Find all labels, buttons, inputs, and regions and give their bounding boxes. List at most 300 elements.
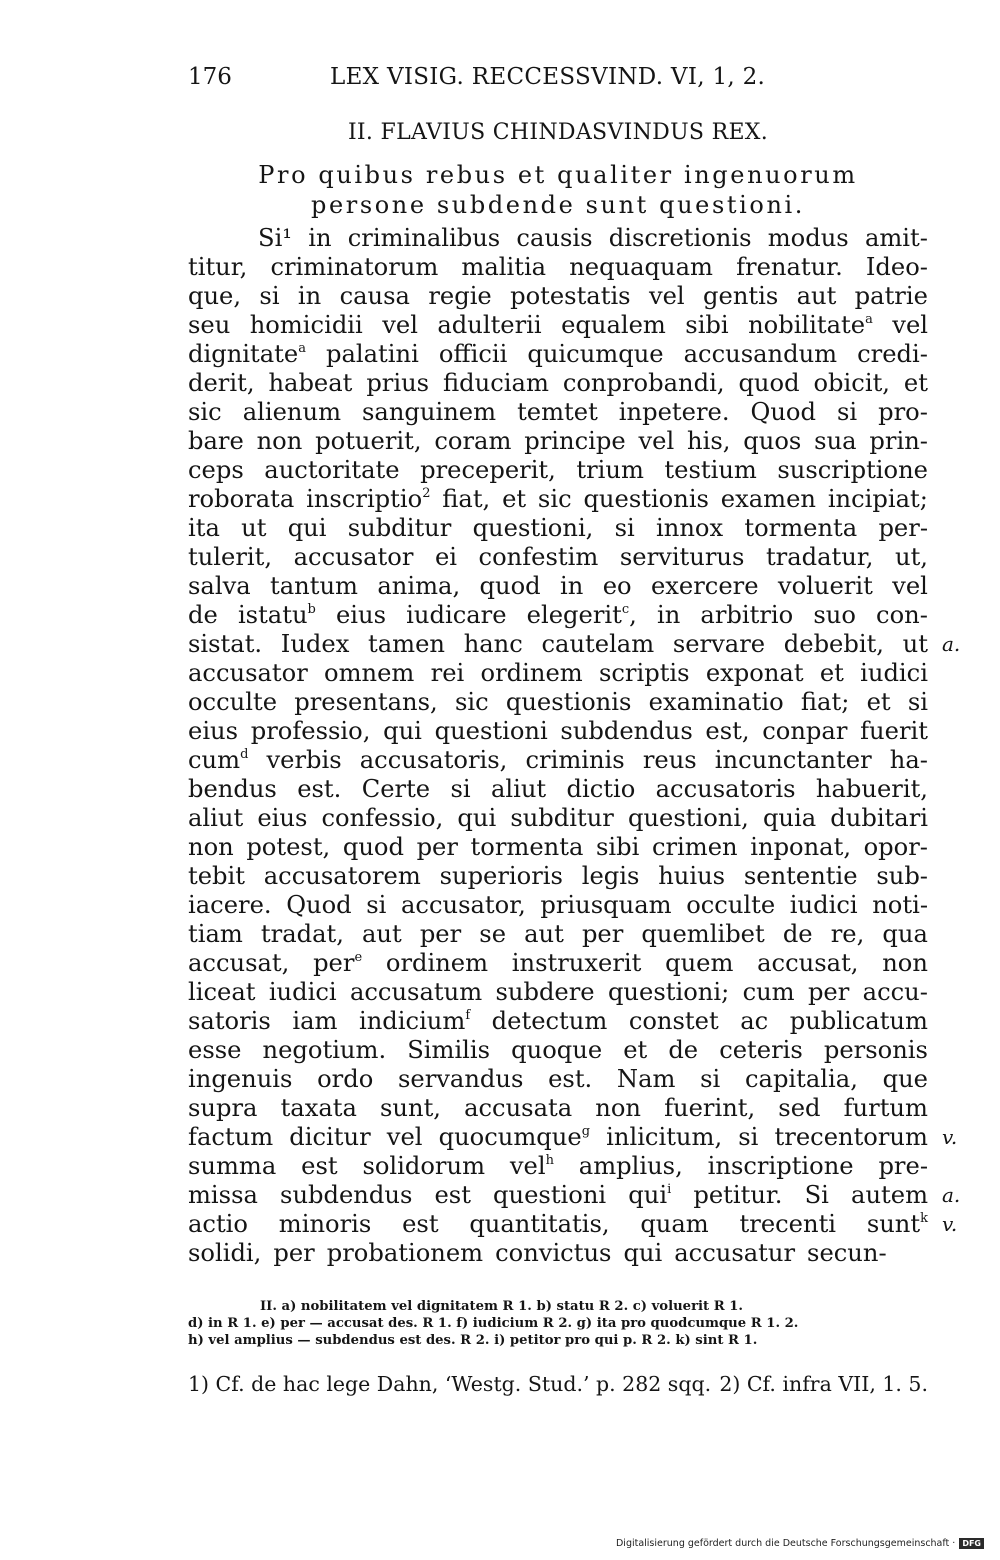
word: questioni, [472,514,594,542]
word: iudicare [406,601,507,629]
word: suscriptione [777,456,928,484]
word: accusandum [683,340,838,368]
note-reference: h [545,1152,554,1168]
word: conpar [762,717,848,745]
word: dignitate$^a$ [188,340,306,368]
word: Ideo- [865,253,928,281]
word: criminis [525,746,625,774]
word: esse [188,1036,242,1064]
word: fuerint, [664,1094,756,1122]
word: subditur [510,804,614,832]
word: per [416,833,458,861]
word: accusatoris [655,775,796,803]
text-line [188,1210,928,1239]
word: dicitur [289,1123,371,1151]
word: servandus [397,1065,524,1093]
note-reference: a [865,311,873,327]
word: aut [362,920,402,948]
word: anima, [377,572,461,600]
word: constet [628,1007,719,1035]
word: prius [366,369,430,397]
word: priusquam [540,891,672,919]
word: fiat, [442,485,491,513]
word: questioni [434,717,548,745]
text-line [188,659,928,688]
word: solidorum [362,1152,486,1180]
word: seu [188,311,231,339]
word: vel [892,572,928,600]
word: ceps [188,456,244,484]
word: ha- [889,746,928,774]
word: solidi, [188,1239,262,1267]
word: huius [658,862,726,890]
word: de [668,1036,699,1064]
word: vel [648,282,685,310]
word: equalem [561,311,666,339]
word: amplius, [578,1152,683,1180]
word: est, [705,717,750,745]
word: sanguinem [362,398,497,426]
word: aliut [490,775,547,803]
word: voluerit [777,572,873,600]
word: coram [434,427,512,455]
word: quicumque [527,340,664,368]
note-reference: e [354,949,363,965]
word: per [807,978,850,1006]
text-line [188,1123,928,1152]
word: negotium. [262,1036,387,1064]
word: secun- [807,1239,887,1267]
text-line [188,514,928,543]
word: incunctanter [714,746,872,774]
text-line [188,949,928,978]
word: actio [188,1210,248,1238]
text-line [188,456,928,485]
word: istatu$^b$ [237,601,316,629]
word: in [656,601,681,629]
word: obicit, [813,369,890,397]
note-reference: 2 [422,485,431,501]
word: tradat, [260,920,344,948]
word: sic [188,398,222,426]
word: iudici [860,659,928,687]
word: per [273,1239,315,1267]
word: vel [638,427,675,455]
word: publicatum [789,1007,928,1035]
word: et [819,659,844,687]
word: accusatum [349,978,483,1006]
text-line [188,833,928,862]
word: eius [188,717,239,745]
word: qui$^i$ [628,1181,672,1209]
word: iudici [268,978,337,1006]
word: conprobandi, [562,369,725,397]
margin-note: a. [942,632,961,656]
word: suo [813,601,856,629]
word: si [450,775,471,803]
word: minoris [278,1210,372,1238]
apparatus-line: II. a) nobilitatem vel dignitatem R 1. b) statu R 2. c) voluerit R 1. [260,1299,744,1314]
word: pro- [878,398,928,426]
margin-note: a. [942,1183,961,1207]
word: aut [524,920,564,948]
word: habuerit, [815,775,928,803]
rubric [188,160,928,220]
word: prin- [869,427,928,455]
word: testium [664,456,757,484]
word: de [782,920,813,948]
word: subdere [495,978,595,1006]
word: ut [902,630,928,658]
word: modus [767,224,849,252]
word: est [402,1210,439,1238]
text-line [188,746,928,775]
critical-apparatus [188,1298,928,1349]
word: innox [656,514,724,542]
word: tamen [368,630,446,658]
word: omnem [324,659,415,687]
word: sunt, [380,1094,441,1122]
word: quod [479,572,541,600]
word: quam [640,1210,709,1238]
word: et [502,485,527,513]
word: per- [878,514,928,542]
text-line [188,398,928,427]
word: indicium$^f$ [358,1007,471,1035]
word: causa [339,282,410,310]
word: in [297,282,322,310]
word: ac [740,1007,769,1035]
word: summa [188,1152,277,1180]
word: occulte [686,891,776,919]
word: questioni [493,1181,607,1209]
word: salva [188,572,251,600]
word: satoris [188,1007,271,1035]
word: accusator [293,543,414,571]
word: roborata [188,485,295,513]
word: Similis [407,1036,491,1064]
word: qua [882,920,928,948]
word: est. [297,775,342,803]
word: causis [516,224,593,252]
word: questioni; [607,978,730,1006]
word: que [882,1065,928,1093]
text-line [188,1065,928,1094]
word: servare [672,630,766,658]
word: tormenta [744,514,858,542]
word: per [581,920,624,948]
word: examen [720,485,816,513]
word: sistat. [188,630,263,658]
apparatus-line: d) in R 1. e) per — accusat des. R 1. f) iudicium R 2. g) ita pro quodcumque R 1. 2. [188,1316,799,1331]
word: occulte [188,688,278,716]
text-line [188,920,928,949]
word: iacere. [188,891,272,919]
word: sed [778,1094,821,1122]
word: trium [576,456,644,484]
word: regie [428,282,492,310]
word: hanc [463,630,523,658]
word: sua [814,427,857,455]
word: presentans, [294,688,438,716]
word: per$^e$ [313,949,363,977]
word: non [882,949,928,977]
text-line [188,427,928,456]
word: quoque [511,1036,603,1064]
word: ordinem [480,659,583,687]
word: ut, [895,543,928,571]
word: elegerit$^c$, [526,601,637,629]
word: ut [241,514,267,542]
word: de [188,601,218,629]
word: vel [382,311,418,339]
word: tebit [188,862,245,890]
word: vel$^h$ [509,1152,554,1180]
word: inponat, [750,833,852,861]
word: derit, [188,369,255,397]
word: palatini [325,340,419,368]
word: scriptis [598,659,690,687]
note-reference: i [667,1181,672,1197]
word: Nam [616,1065,676,1093]
word: credi- [857,340,928,368]
word: tulerit, [188,543,273,571]
word: cum [742,978,795,1006]
word: Iudex [280,630,350,658]
word: est. [548,1065,593,1093]
word: non [595,1094,641,1122]
word: instruxerit [511,949,642,977]
word: legis [581,862,640,890]
word: patrie [854,282,928,310]
footnote-2: 2) Cf. infra VII, 1. 5. [719,1372,928,1396]
word: inscriptione [707,1152,854,1180]
word: questionis [583,485,709,513]
word: exercere [650,572,759,600]
word: sub- [876,862,928,890]
note-reference: d [240,746,249,762]
word: si [907,688,928,716]
word: accusator [188,659,308,687]
word: rei [430,659,465,687]
word: questioni, [628,804,749,832]
word: titur, [188,253,248,281]
word: fiduciam [443,369,549,397]
word: opor- [863,833,928,861]
word: se [479,920,507,948]
word: que, [188,282,242,310]
word: autem [851,1181,928,1209]
word: ordo [317,1065,374,1093]
page-header [188,64,928,96]
text-line [188,485,928,514]
text-line [188,688,928,717]
word: cum$^d$ [188,746,249,774]
word: qui [457,804,497,832]
word: factum [188,1123,274,1151]
word: et [623,1036,648,1064]
word: accusat, [757,949,859,977]
word: criminatorum [270,253,439,281]
word: quemlibet [641,920,765,948]
word: personis [823,1036,928,1064]
word: exponat [705,659,804,687]
text-line [188,340,928,369]
word: questionis [505,688,632,716]
word: homicidii [249,311,363,339]
funding-text: Digitalisierung gefördert durch die Deutsche Forschungsgemeinschaft · [615,1538,956,1549]
text-line [188,572,928,601]
word: missa [188,1181,258,1209]
word: sententie [743,862,858,890]
word: discretionis [608,224,752,252]
word: sunt$^k$ [866,1210,928,1238]
text-line [188,1094,928,1123]
word: vel [386,1123,423,1151]
margin-note: v. [942,1125,958,1149]
word: debebit, [783,630,884,658]
word: quantitatis, [469,1210,610,1238]
word: qui [623,1239,663,1267]
word: accusata [464,1094,573,1122]
word: non [256,427,303,455]
word: aut [796,282,837,310]
note-reference: a [298,340,306,356]
word: ei [434,543,457,571]
word: confestim [478,543,599,571]
word: nequaquam [569,253,713,281]
text-line [188,253,928,282]
word: officii [438,340,508,368]
word: subditur [347,514,452,542]
word: Quod [750,398,816,426]
text-line [188,804,928,833]
rubric-line: Pro quibus rebus et qualiter ingenuorum [258,161,858,189]
note-reference: k [920,1210,928,1226]
text-line [188,1181,928,1210]
word: et [903,369,928,397]
text-line [188,775,928,804]
word: examinatio [648,688,784,716]
text-line [188,369,928,398]
word: tormenta [470,833,584,861]
word: noti- [872,891,928,919]
word: in [308,224,332,252]
word: temtet [517,398,598,426]
text-line [188,717,928,746]
footnote-1: 1) Cf. de hac lege Dahn, ‘Westg. Stud.’ p. 282 sqq. [188,1372,712,1396]
word: subdendus [560,717,693,745]
word: alienum [242,398,342,426]
word: arbitrio [700,601,794,629]
word: aliut [188,804,244,832]
word: malitia [461,253,547,281]
word: accusatur [674,1239,796,1267]
word: bendus [188,775,277,803]
word: si [738,1123,759,1151]
word: capitalia, [744,1065,858,1093]
word: potest, [246,833,331,861]
word: eius [335,601,387,629]
word: tantum [270,572,358,600]
word: per [419,920,462,948]
word: quia [762,804,817,832]
word: subdendus [280,1181,413,1209]
word: iudici [789,891,858,919]
word: fuerit [860,717,928,745]
word: dubitari [830,804,928,832]
word: detectum [491,1007,608,1035]
word: quem [665,949,734,977]
word: accu- [862,978,928,1006]
word: sibi [595,833,640,861]
word: confessio, [321,804,444,832]
section-heading: II. FLAVIUS CHINDASVINDUS REX. [347,120,769,145]
word: habeat [268,369,353,397]
word: ordinem [385,949,489,977]
word: petitur. [693,1181,783,1209]
text-line [188,282,928,311]
word: Quod [286,891,352,919]
word: con- [876,601,928,629]
word: potuerit, [315,427,422,455]
word: inscriptio$^2$ [306,485,431,513]
word: et [866,688,891,716]
note-reference: f [465,1007,471,1023]
word: superioris [439,862,563,890]
page-number: 176 [188,64,232,90]
word: bare [188,427,244,455]
word: principe [524,427,626,455]
word: accusat, [188,949,290,977]
word: ita [188,514,220,542]
word: furtum [843,1094,928,1122]
word: trecenti [739,1210,837,1238]
apparatus-line: h) vel amplius — subdendus est des. R 2. i) petitor pro qui p. R 2. k) sint R 1. [188,1333,758,1348]
text-line [188,862,928,891]
word: accusatorem [263,862,421,890]
text-line [188,630,928,659]
word: est [434,1181,471,1209]
word: quos [743,427,802,455]
word: incipiat; [827,485,928,513]
word: qui [287,514,327,542]
dfg-logo: DFG [959,1538,984,1549]
word: Si [804,1181,829,1209]
word: re, [830,920,865,948]
word: amit- [864,224,928,252]
word: quocumque$^g$ [438,1123,591,1151]
word: professio, [250,717,371,745]
word: Si¹ [258,224,293,252]
word: accusatoris, [359,746,508,774]
word: accusator, [400,891,526,919]
footnotes [188,1372,928,1396]
word: iam [292,1007,338,1035]
word: ingenuis [188,1065,293,1093]
word: adulterii [437,311,542,339]
word: qui [383,717,422,745]
word: fiat; [800,688,850,716]
running-title: LEX VISIG. RECCESSVIND. VI, 1, 2. [330,64,766,90]
text-line [188,543,928,572]
text-line [188,978,928,1007]
word: inpetere. [618,398,730,426]
word: convictus [495,1239,612,1267]
word: in [560,572,584,600]
word: si [614,514,635,542]
word: probationem [326,1239,484,1267]
